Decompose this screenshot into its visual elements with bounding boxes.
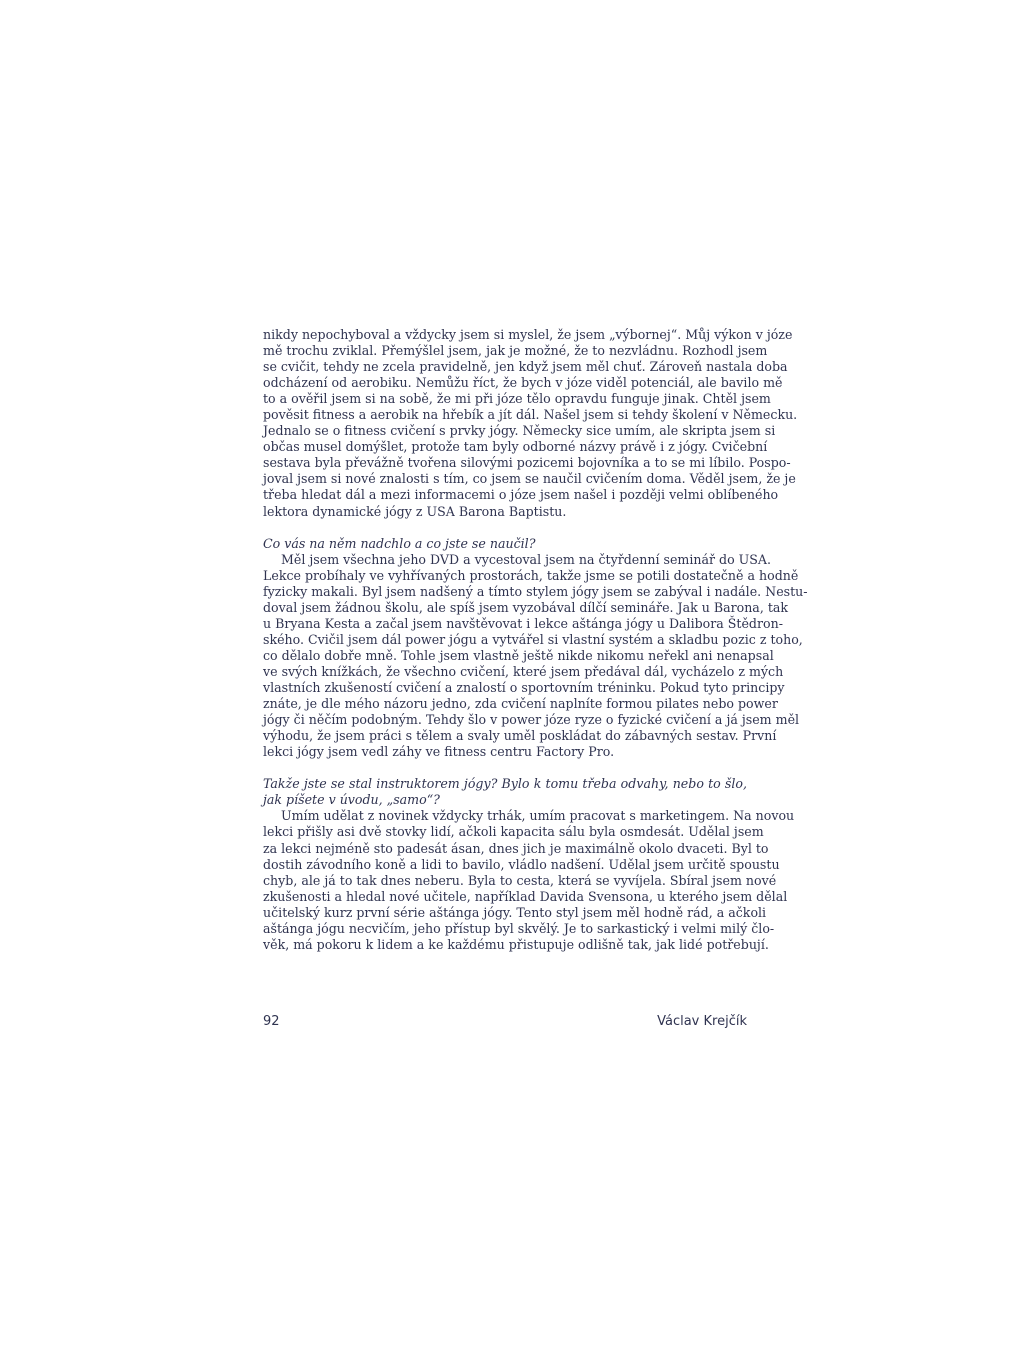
paragraph-line: odcházení od aerobiku. Nemůžu říct, že bych v józe viděl potenciál, ale bavilo mě [263, 375, 783, 391]
paragraph-line: lektora dynamické jógy z USA Barona Baptistu. [263, 503, 567, 519]
paragraph-3 [263, 808, 795, 952]
paragraph-line: Jednalo se o fitness cvičení s prvky jógy. Německy sice umím, ale skripta jsem si [263, 423, 776, 439]
paragraph-spacer [263, 760, 747, 776]
question-line: jak píšete v úvodu, „samo“? [263, 792, 440, 808]
paragraph-line: za lekci nejméně sto padesát ásan, dnes jich je maximálně okolo dvaceti. Byl to [263, 840, 769, 856]
paragraph-1 [263, 327, 798, 520]
paragraph-line: věk, má pokoru k lidem a ke každému přistupuje odlišně tak, jak lidé potřebují. [263, 936, 769, 952]
paragraph-line: co dělalo dobře mně. Tohle jsem vlastně ještě nikde nikomu neřekl ani nenapsal [263, 647, 774, 663]
paragraph-line: dostih závodního koně a lidi to bavilo, vládlo nadšení. Udělal jsem určitě spoustu [263, 856, 780, 872]
paragraph-line: výhodu, že jsem práci s tělem a svaly uměl poskládat do zábavných sestav. První [263, 728, 777, 744]
paragraph-line: mě trochu zviklal. Přemýšlel jsem, jak je možné, že to nezvládnu. Rozhodl jsem [263, 343, 768, 359]
paragraph-line: občas musel domýšlet, protože tam byly odborné názvy právě i z jógy. Cvičební [263, 439, 768, 455]
running-footer-author: Václav Krejčík [657, 1014, 747, 1029]
interview-question-2 [263, 776, 747, 808]
question-line: Co vás na něm nadchlo a co jste se naučil? [263, 535, 536, 551]
paragraph-line: joval jsem si nové znalosti s tím, co jsem se naučil cvičením doma. Věděl jsem, že je [263, 471, 796, 487]
paragraph-line: Měl jsem všechna jeho DVD a vycestoval jsem na čtyřdenní seminář do USA. [281, 551, 772, 567]
paragraph-line: zkušenosti a hledal nové učitele, například Davida Svensona, u kterého jsem dělal [263, 888, 788, 904]
paragraph-spacer [263, 520, 747, 536]
paragraph-line: sestava byla převážně tvořena silovými pozicemi bojovníka a to se mi líbilo. Pospo- [263, 455, 791, 471]
paragraph-line: pověsit fitness a aerobik na hřebík a jít dál. Našel jsem si tehdy školení v Německu. [263, 407, 798, 423]
interview-question-1 [263, 536, 747, 552]
paragraph-line: Lekce probíhaly ve vyhřívaných prostorách, takže jsme se potili dostatečně a hodně [263, 567, 799, 583]
paragraph-line: vlastních zkušeností cvičení a znalostí o sportovním tréninku. Pokud tyto principy [263, 680, 785, 696]
paragraph-line: lekci přišly asi dvě stovky lidí, ačkoli kapacita sálu byla osmdesát. Udělal jsem [263, 824, 764, 840]
paragraph-line: znáte, je dle mého názoru jedno, zda cvičení naplníte formou pilates nebo power [263, 696, 778, 712]
paragraph-line: u Bryana Kesta a začal jsem navštěvovat i lekce aštánga jógy u Dalibora Štědron- [263, 615, 783, 631]
paragraph-line: aštánga jógu necvičím, jeho přístup byl skvělý. Je to sarkastický i velmi milý člo- [263, 920, 775, 936]
paragraph-line: fyzicky makali. Byl jsem nadšený a tímto stylem jógy jsem se zabýval i nadále. Nestu- [263, 583, 808, 599]
paragraph-line: Umím udělat z novinek vždycky trhák, umím pracovat s marketingem. Na novou [281, 808, 795, 824]
paragraph-line: ského. Cvičil jsem dál power jógu a vytvářel si vlastní systém a skladbu pozic z toho, [263, 631, 803, 647]
paragraph-line: učitelský kurz první série aštánga jógy. Tento styl jsem měl hodně rád, a ačkoli [263, 904, 767, 920]
paragraph-2 [263, 551, 808, 761]
paragraph-line: to a ověřil jsem si na sobě, že mi při józe tělo opravdu funguje jinak. Chtěl jsem [263, 391, 771, 407]
body-text [263, 327, 808, 953]
question-line: Takže jste se stal instruktorem jógy? Bylo k tomu třeba odvahy, nebo to šlo, [263, 776, 747, 792]
paragraph-line: doval jsem žádnou školu, ale spíš jsem vyzobával dílčí semináře. Jak u Barona, tak [263, 599, 789, 615]
paragraph-line: třeba hledat dál a mezi informacemi o józe jsem našel i později velmi oblíbeného [263, 487, 779, 503]
paragraph-line: lekci jógy jsem vedl záhy ve fitness centru Factory Pro. [263, 744, 615, 760]
paragraph-line: jógy či něčím podobným. Tehdy šlo v power józe ryze o fyzické cvičení a já jsem měl [263, 712, 800, 728]
paragraph-line: nikdy nepochyboval a vždycky jsem si myslel, že jsem „výbornej“. Můj výkon v józe [263, 327, 793, 342]
page-number: 92 [263, 1014, 280, 1029]
paragraph-line: se cvičit, tehdy ne zcela pravidelně, jen když jsem měl chuť. Zároveň nastala doba [263, 359, 788, 375]
paragraph-line: ve svých knížkách, že všechno cvičení, které jsem předával dál, vycházelo z mých [263, 663, 784, 679]
paragraph-line: chyb, ale já to tak dnes neberu. Byla to cesta, která se vyvíjela. Sbíral jsem nové [263, 872, 777, 888]
